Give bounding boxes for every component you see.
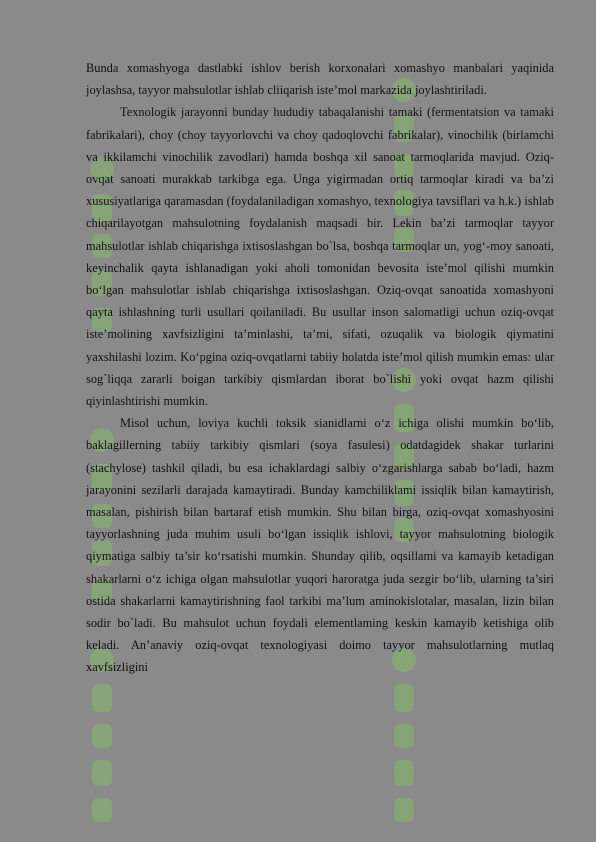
paragraph-example-beans: Misol uchun, loviya kuchli toksik sianidlarni o‘z ichiga olishi mumkin bo‘lib, baklagillerning tabiiy tarkibiy qismlari (soya fasulesi) odatdagidek shakar turlarini (stachylose) tashkil qiladi, bu esa ichaklardagi salbiy o‘zgarishlarga sabab bo‘ladi, hazm jarayonini sezilarli darajada kamaytiradi. Bunday kamchiliklami issiqlik bilan kamaytirish, masalan, pishirish bilan bartaraf etish mumkin. Shu bilan birga, oziq-ovqat xomashyosini tayyorlashning juda muhim usuli bo‘lgan issiqlik ishlovi, tayyor mahsulotning biologik qiymatiga salbiy ta’sir ko‘rsatishi mumkin. Shunday qilib, oqsillami va kamayib ketadigan shakarlarni o‘z ichiga olgan mahsulotlar yuqori haroratga juda sezgir bo‘lib, ularning ta’siri ostida shakarlarni kamaytirishning faol tarkibi ma’lum aminokislotalar, masalan, lizin bilan sodir bo`ladi. Bu mahsulot uchun foydali elementlaming keskin kamayib ketishiga olib keladi. An’anaviy oziq-ovqat texnologiyasi doimo tayyor mahsulotlarning mutlaq xavfsizligini [86, 416, 554, 675]
paragraph-intro: Bunda xomashyoga dastlabki ishlov berish korxonalari xomashyo manbalari yaqinida joylashsa, tayyor mahsulotlar ishlab cliiqarish iste’mol markazida joylashtiriladi. [86, 61, 554, 98]
body-text [86, 57, 554, 679]
paragraph-territorial-differentiation: Texnologik jarayonni bunday hududiy tabaqalanishi tamaki (fermentatsion va tamaki fabrikalari), choy (choy tayyorlovchi va choy qadoqlovchi fabrikalar), vinochilik (birlamchi va ikkilamchi vinochilik zavodlari) hamda boshqa xil sanoat tarmoqlarida mavjud. Oziq-ovqat sanoati murakkab tarkibga ega. Unga yigirmadan ortiq tarmoqlar kiradi va ba’zi xususiyatlariga qaramasdan (foydalaniladigan xomashyo, texnologiya tavsiflari va h.k.) ishlab chiqarilayotgan mahsulotning foydalanish maqsadi bir. Lekin ba’zi tarmoqlar tayyor mahsulotlar ishlab chiqarishga ixtisoslashgan bo`lsa, boshqa tarmoqlar un, yog‘-moy sanoati, keyinchalik qayta ishlanadigan yoki aholi tomonidan bevosita iste’mol qilishi mumkin bo‘lgan mahsulotlar ishlab chiqarishga ixtisoslashgan. Oziq-ovqat sanoatida xomashyoni qayta ishlashning turli usullari qoilaniladi. Bu usullar inson salomatligi uchun oziq-ovqat iste’molining xavfsizligini ta’minlashi, ta’mi, sifati, ozuqalik va biologik qiymatini yaxshilashi lozim. Ko‘pgina oziq-ovqatlarni tabiiy holatda iste’mol qilish mumkin emas: ular sog`liqqa zararli boigan tarkibiy qismlardan iborat bo`lishi yoki ovqat hazm qilishi qiyinlashtirishi mumkin. [86, 105, 554, 409]
